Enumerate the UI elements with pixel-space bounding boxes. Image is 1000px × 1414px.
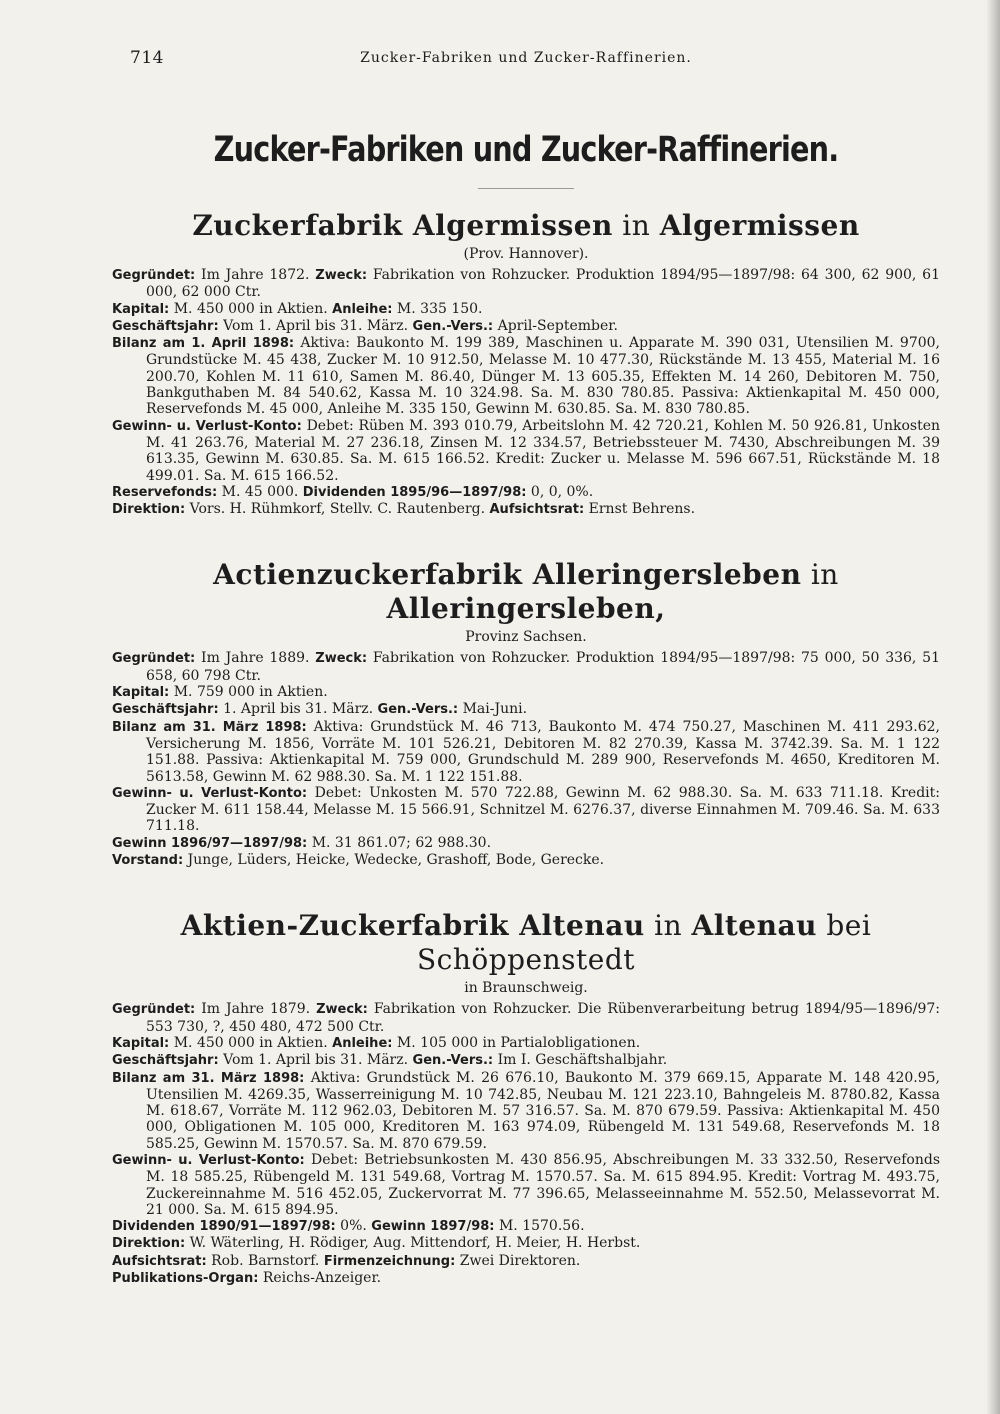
- entry-text: Fabrikation von Rohzucker. Produktion 1894/95—1897/98: 64 300, 62 900, 61 000, 62 000 Ctr.: [146, 267, 940, 301]
- entry-kapital: [112, 1035, 940, 1052]
- entry-geschaeftsjahr: [112, 318, 940, 335]
- entry-text: Zwei Direktoren.: [459, 1252, 581, 1269]
- entry-text: M. 1570.56.: [498, 1218, 585, 1235]
- section-rule: [478, 188, 574, 189]
- entry-label: Gen.-Vers.:: [412, 1053, 494, 1069]
- entry-text: April-September.: [497, 317, 618, 334]
- entry-geschaeftsjahr: [112, 701, 940, 718]
- entry-label: Direktion:: [112, 1236, 186, 1252]
- entry-text: Debet: Unkosten M. 570 722.88, Gewinn M. 62 988.30. Sa. M. 633 711.18. Kredit: Zucker M. 611 158.44, Melasse M. 15 566.91, Schnitzel M. 6276.37, diverse Einnahmen M. 709.46. Sa. M. 633 711.18.: [146, 784, 940, 835]
- entry-reservefonds: [112, 484, 940, 501]
- main-title: Zucker-Fabriken und Zucker-Raffinerien.: [213, 130, 839, 170]
- company-algermissen: [112, 209, 940, 518]
- entry-label: Geschäftsjahr:: [112, 702, 219, 718]
- entry-text: Aktiva: Grundstück M. 26 676.10, Baukonto M. 379 669.15, Apparate M. 148 420.95, Utensilien M. 4269.35, Wasserreinigung M. 10 742.85, Neubau M. 121 223.10, Bahngeleis M. 8780.82, Kassa M. 618.67, Vorräte M. 112 962.03, Debitoren M. 57 316.57. Sa. M. 870 679.59. Passiva: Aktienkapital M. 450 000, Obligationen M. 105 000, Kreditoren M. 163 974.09, Rübengeld M. 131 549.68, Reservefonds M. 18 585.25, Gewinn M. 1570.57. Sa. M. 870 679.59.: [146, 1069, 940, 1152]
- entry-gewinn-verlust: [112, 1152, 940, 1218]
- entry-text: M. 105 000 in Partialobligationen.: [396, 1034, 641, 1051]
- entry-label: Geschäftsjahr:: [112, 1053, 219, 1069]
- company-name: Actienzuckerfabrik Alleringersleben: [213, 558, 802, 592]
- company-title: [112, 209, 940, 243]
- entry-text: M. 450 000 in Aktien.: [173, 1034, 328, 1051]
- entry-text: Reichs-Anzeiger.: [262, 1270, 382, 1287]
- entry-direktion: [112, 501, 940, 518]
- company-subtitle: (Prov. Hannover).: [463, 246, 589, 262]
- company-name: Aktien-Zuckerfabrik Altenau: [180, 909, 645, 943]
- entry-label: Gegründet:: [112, 651, 196, 667]
- entry-text: Aktiva: Grundstück M. 46 713, Baukonto M. 474 750.27, Maschinen M. 411 293.62, Versicherung M. 1856, Vorräte M. 101 526.21, Debitoren M. 82 270.39, Kassa M. 3742.39. Sa. M. 1 122 151.88. Passiva: Aktienkapital M. 759 000, Grundschuld M. 289 900, Reservefonds M. 4650, Kreditoren M. 5613.58, Gewinn M. 62 988.30. Sa. M. 1 122 151.88.: [146, 718, 940, 785]
- entry-label: Zweck:: [315, 651, 368, 667]
- running-head: [112, 48, 940, 74]
- company-title-connector: in: [644, 909, 692, 943]
- entry-label: Vorstand:: [112, 853, 184, 869]
- running-title: Zucker-Fabriken und Zucker-Raffinerien.: [360, 50, 692, 66]
- entry-text: Im I. Geschäftshalbjahr.: [497, 1052, 668, 1069]
- entry-label: Gewinn 1896/97—1897/98:: [112, 835, 308, 851]
- entry-text: M. 759 000 in Aktien.: [173, 684, 328, 701]
- entry-label: Aufsichtsrat:: [489, 502, 585, 518]
- company-subtitle: Provinz Sachsen.: [465, 629, 587, 646]
- entry-label: Bilanz am 31. März 1898:: [112, 719, 307, 735]
- entry-text: Fabrikation von Rohzucker. Produktion 1894/95—1897/98: 75 000, 50 336, 51 658, 60 798 Ctr.: [146, 650, 940, 684]
- entry-label: Publikations-Organ:: [112, 1271, 259, 1287]
- entry-text: M. 335 150.: [396, 300, 483, 317]
- entry-label: Aufsichtsrat:: [112, 1253, 207, 1269]
- entry-text: 0%.: [340, 1218, 367, 1235]
- entry-label: Gegründet:: [112, 268, 196, 283]
- entry-text: Debet: Betriebsunkosten M. 430 856.95, Abschreibungen M. 33 332.50, Reservefonds M. 18 585.25, Rübengeld M. 131 549.68, Vortrag M. 1570.57. Sa. M. 615 894.95. Kredit: Vortrag M. 493.75, Zuckereinnahme M. 516 452.05, Zuckervorrat M. 77 396.65, Melasseeinnahme M. 552.50, Melassevorrat M. 21 000. Sa. M. 615 894.95.: [146, 1151, 941, 1218]
- entry-label: Kapital:: [112, 685, 170, 701]
- entry-text: Junge, Lüders, Heicke, Wedecke, Grashoff, Bode, Gerecke.: [187, 852, 605, 869]
- entry-vorstand: [112, 852, 940, 869]
- entry-dividenden: [112, 1218, 940, 1235]
- entry-text: Aktiva: Baukonto M. 199 389, Maschinen u. Apparate M. 390 031, Utensilien M. 9700, Grundstücke M. 45 438, Zucker M. 10 912.50, Melasse M. 10 477.30, Rückstände M. 13 455, Material M. 16 200.70, Kohlen M. 11 610, Samen M. 86.40, Dünger M. 13 605.35, Effekten M. 14 260, Debitoren M. 750, Bankguthaben M. 84 540.62, Kassa M. 10 324.98. Sa. M. 830 780.85. Passiva: Aktienkapital M. 450 000, Reservefonds M. 45 000, Anleihe M. 335 150, Gewinn M. 630.85. Sa. M. 830 780.85.: [146, 335, 941, 418]
- entry-label: Zweck:: [315, 268, 368, 283]
- entry-label: Direktion:: [112, 502, 186, 518]
- entry-publikations-organ: [112, 1270, 940, 1287]
- entry-label: Gegründet:: [112, 1002, 196, 1018]
- entry-kapital: [112, 684, 940, 701]
- entry-text: 0, 0, 0%.: [530, 483, 594, 500]
- company-name: Zuckerfabrik Algermissen: [192, 209, 613, 242]
- entry-text: 1. April bis 31. März.: [223, 701, 374, 718]
- entry-text: M. 31 861.07; 62 988.30.: [311, 834, 492, 851]
- company-alleringersleben: [112, 558, 940, 869]
- company-location: Altenau: [691, 909, 817, 943]
- company-title: [112, 558, 940, 626]
- company-title: [112, 909, 940, 977]
- entry-label: Bilanz am 31. März 1898:: [112, 1070, 305, 1086]
- page-number: 714: [130, 48, 164, 68]
- entry-label: Kapital:: [112, 1035, 170, 1051]
- entry-text: Vors. H. Rühmkorf, Stellv. C. Rautenberg.: [189, 501, 486, 518]
- company-title-tail: bei Schöppenstedt: [416, 909, 872, 977]
- company-altenau: [112, 909, 940, 1287]
- company-title-connector: in: [612, 209, 660, 242]
- entry-gegruendet: [112, 267, 940, 301]
- entry-text: Vom 1. April bis 31. März.: [223, 1052, 409, 1069]
- entry-label: Gewinn- u. Verlust-Konto:: [112, 1152, 305, 1168]
- entry-label: Bilanz am 1. April 1898:: [112, 336, 295, 352]
- entry-label: Gen.-Vers.:: [412, 318, 494, 334]
- entry-label: Gewinn 1897/98:: [371, 1219, 495, 1235]
- entry-gewinn: [112, 835, 940, 852]
- entry-text: Mai-Juni.: [462, 701, 528, 718]
- entry-label: Gen.-Vers.:: [377, 702, 459, 718]
- entry-label: Zweck:: [316, 1002, 368, 1018]
- entry-kapital: [112, 301, 940, 318]
- entry-label: Geschäftsjahr:: [112, 318, 219, 334]
- entry-direktion: [112, 1235, 940, 1252]
- entry-bilanz: [112, 335, 940, 417]
- entry-text: Vom 1. April bis 31. März.: [223, 317, 409, 334]
- entry-label: Kapital:: [112, 301, 170, 317]
- entry-text: M. 450 000 in Aktien.: [173, 300, 328, 317]
- entry-aufsichtsrat: [112, 1253, 940, 1270]
- entry-text: W. Wäterling, H. Rödiger, Aug. Mittendorf, H. Meier, H. Herbst.: [189, 1235, 641, 1252]
- entry-gegruendet: [112, 650, 940, 684]
- entry-label: Dividenden 1895/96—1897/98:: [302, 484, 527, 500]
- entry-text: Rob. Barnstorf.: [211, 1252, 320, 1269]
- entry-text: Im Jahre 1889.: [201, 650, 310, 667]
- entry-label: Anleihe:: [332, 301, 393, 317]
- entry-geschaeftsjahr: [112, 1052, 940, 1069]
- entry-bilanz: [112, 1070, 940, 1152]
- entry-label: Reservefonds:: [112, 484, 218, 500]
- entry-label: Firmenzeichnung:: [323, 1253, 456, 1269]
- entry-label: Gewinn- u. Verlust-Konto:: [112, 418, 302, 434]
- entry-bilanz: [112, 719, 940, 785]
- entry-gewinn-verlust: [112, 418, 940, 484]
- entry-text: Ernst Behrens.: [588, 501, 696, 518]
- company-location: Algermissen: [659, 209, 860, 242]
- entry-text: Im Jahre 1879.: [201, 1001, 311, 1018]
- entry-text: Fabrikation von Rohzucker. Die Rübenverarbeitung betrug 1894/95—1896/97: 553 730, ?, 450 480, 472 500 Ctr.: [146, 1001, 941, 1035]
- entry-text: Debet: Rüben M. 393 010.79, Arbeitslohn M. 42 720.21, Kohlen M. 50 926.81, Unkosten M. 41 263.76, Material M. 27 236.18, Zinsen M. 12 334.57, Betriebssteuer M. 7430, Abschreibungen M. 39 613.35, Gewinn M. 630.85. Sa. M. 615 166.52. Kredit: Zucker u. Melasse M. 596 667.51, Rückstände M. 18 499.01. Sa. M. 615 166.52.: [146, 417, 941, 484]
- entry-text: Im Jahre 1872.: [201, 267, 310, 283]
- page-edge-shadow: [986, 0, 1000, 1414]
- company-location: Alleringersleben,: [386, 592, 666, 626]
- company-subtitle: in Braunschweig.: [464, 980, 588, 997]
- entry-label: Anleihe:: [332, 1035, 393, 1051]
- entry-gegruendet: [112, 1001, 940, 1035]
- company-title-connector: in: [801, 558, 839, 592]
- entry-gewinn-verlust: [112, 785, 940, 835]
- entry-label: Gewinn- u. Verlust-Konto:: [112, 785, 308, 801]
- entry-text: M. 45 000.: [221, 483, 299, 500]
- entry-label: Dividenden 1890/91—1897/98:: [112, 1219, 336, 1235]
